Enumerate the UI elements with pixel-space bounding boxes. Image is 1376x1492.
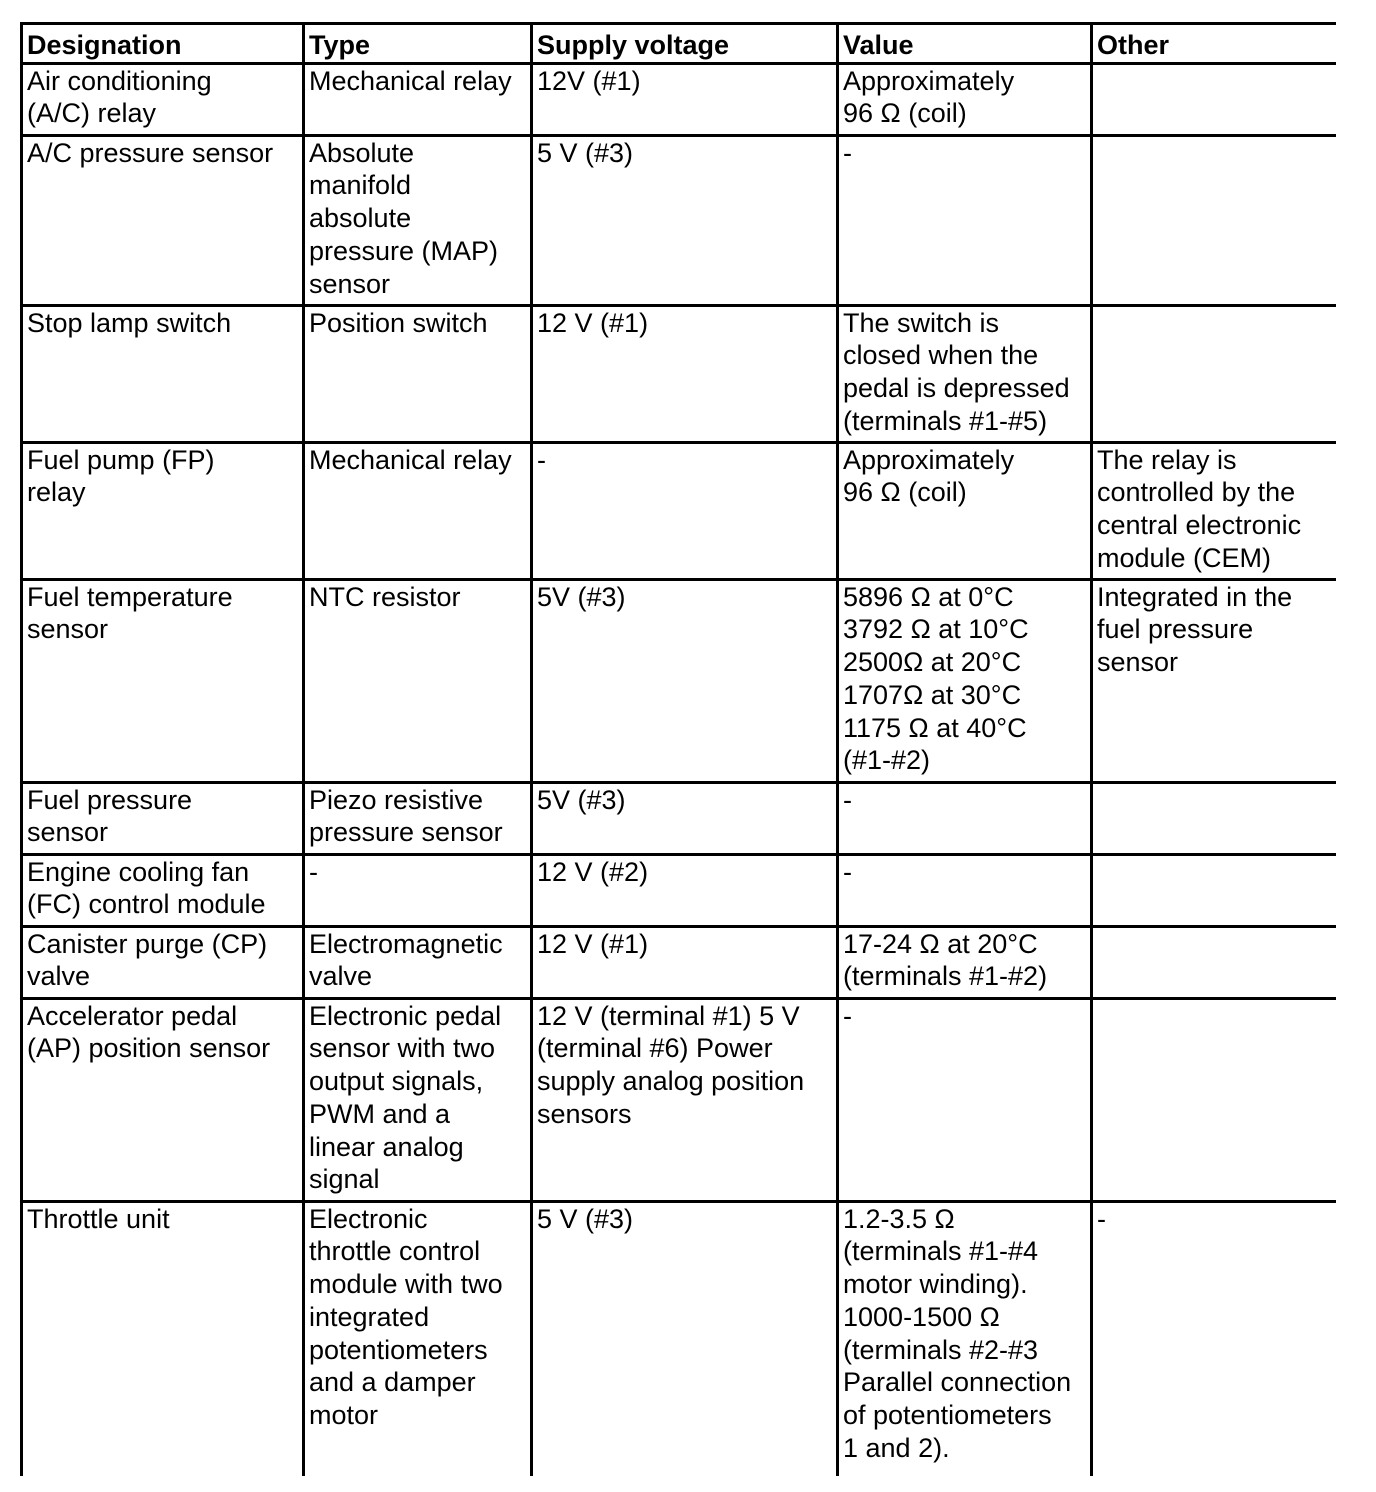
cell-other: Integrated in the fuel pressure sensor [1092, 579, 1337, 782]
cell-supply-voltage: 12 V (#2) [532, 854, 838, 926]
cell-designation: Throttle unit [22, 1201, 304, 1476]
table-row [22, 579, 1337, 782]
table-row [22, 926, 1337, 998]
cell-value: - [838, 135, 1092, 305]
cell-supply-voltage: 12 V (#1) [532, 305, 838, 442]
cell-other [1092, 998, 1337, 1201]
cell-value: The switch is closed when the pedal is depressed (terminals #1-#5) [838, 305, 1092, 442]
table-row [22, 782, 1337, 854]
cell-type: Electronic throttle control module with two integrated potentiometers and a damper motor [304, 1201, 532, 1476]
column-header-designation: Designation [22, 24, 304, 64]
cell-type: Mechanical relay [304, 63, 532, 135]
table-row [22, 442, 1337, 579]
table-row [22, 1201, 1337, 1476]
cell-designation: Fuel pump (FP) relay [22, 442, 304, 579]
cell-supply-voltage: 12 V (terminal #1) 5 V (terminal #6) Power supply analog position sensors [532, 998, 838, 1201]
table-row [22, 63, 1337, 135]
cell-value: - [838, 782, 1092, 854]
cell-designation: Air conditioning (A/C) relay [22, 63, 304, 135]
table-header-row [22, 24, 1337, 64]
column-header-supply-voltage: Supply voltage [532, 24, 838, 64]
cell-supply-voltage: 5V (#3) [532, 782, 838, 854]
cell-other [1092, 854, 1337, 926]
column-header-value: Value [838, 24, 1092, 64]
component-spec-table-container [20, 22, 1336, 1492]
cell-other [1092, 63, 1337, 135]
cell-supply-voltage: - [532, 442, 838, 579]
component-spec-table [20, 22, 1336, 1476]
cell-value: 5896 Ω at 0°C 3792 Ω at 10°C 2500Ω at 20°C 1707Ω at 30°C 1175 Ω at 40°C (#1-#2) [838, 579, 1092, 782]
table-row [22, 135, 1337, 305]
cell-type: - [304, 854, 532, 926]
cell-supply-voltage: 5 V (#3) [532, 135, 838, 305]
cell-value: 17-24 Ω at 20°C (terminals #1-#2) [838, 926, 1092, 998]
cell-type: Piezo resistive pressure sensor [304, 782, 532, 854]
cell-value: 1.2-3.5 Ω (terminals #1-#4 motor winding). 1000-1500 Ω (terminals #2-#3 Parallel connection of potentiometers 1 and 2). [838, 1201, 1092, 1476]
cell-other [1092, 926, 1337, 998]
cell-other [1092, 782, 1337, 854]
cell-supply-voltage: 5V (#3) [532, 579, 838, 782]
cell-other: - [1092, 1201, 1337, 1476]
column-header-other: Other [1092, 24, 1337, 64]
table-row [22, 998, 1337, 1201]
table-row [22, 854, 1337, 926]
cell-designation: A/C pressure sensor [22, 135, 304, 305]
cell-value: - [838, 998, 1092, 1201]
cell-other: The relay is controlled by the central electronic module (CEM) [1092, 442, 1337, 579]
table-row [22, 305, 1337, 442]
cell-type: NTC resistor [304, 579, 532, 782]
cell-type: Electromagnetic valve [304, 926, 532, 998]
cell-designation: Fuel temperature sensor [22, 579, 304, 782]
cell-supply-voltage: 12V (#1) [532, 63, 838, 135]
cell-supply-voltage: 12 V (#1) [532, 926, 838, 998]
cell-value: - [838, 854, 1092, 926]
cell-value: Approximately 96 Ω (coil) [838, 63, 1092, 135]
cell-other [1092, 305, 1337, 442]
cell-type: Absolute manifold absolute pressure (MAP) sensor [304, 135, 532, 305]
cell-type: Electronic pedal sensor with two output signals, PWM and a linear analog signal [304, 998, 532, 1201]
cell-value: Approximately 96 Ω (coil) [838, 442, 1092, 579]
cell-supply-voltage: 5 V (#3) [532, 1201, 838, 1476]
cell-designation: Canister purge (CP) valve [22, 926, 304, 998]
cell-designation: Accelerator pedal (AP) position sensor [22, 998, 304, 1201]
cell-type: Mechanical relay [304, 442, 532, 579]
column-header-type: Type [304, 24, 532, 64]
cell-type: Position switch [304, 305, 532, 442]
cell-designation: Stop lamp switch [22, 305, 304, 442]
cell-other [1092, 135, 1337, 305]
cell-designation: Engine cooling fan (FC) control module [22, 854, 304, 926]
cell-designation: Fuel pressure sensor [22, 782, 304, 854]
